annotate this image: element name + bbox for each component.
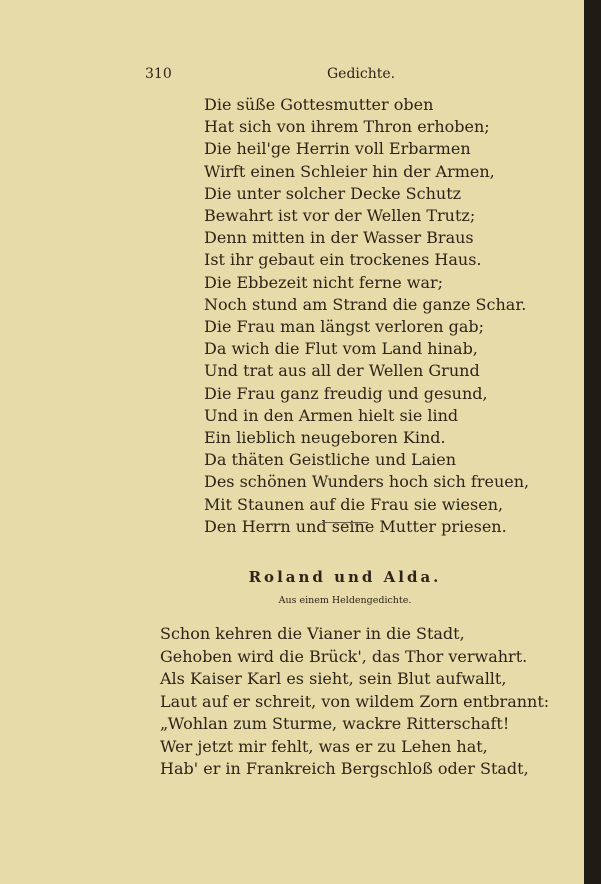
verse-line: Und in den Armen hielt sie lind	[204, 405, 459, 425]
verse-line: Da thäten Geistliche und Laien	[204, 450, 457, 470]
verse-line: Gehoben wird die Brück', das Thor verwahrt.	[160, 646, 528, 666]
verse-line: Die heil'ge Herrin voll Erbarmen	[204, 139, 471, 159]
verse-line: Die unter solcher Decke Schutz	[204, 183, 462, 203]
verse-line: Ist ihr gebaut ein trockenes Haus.	[204, 250, 482, 270]
verse-line: Denn mitten in der Wasser Braus	[204, 228, 474, 248]
section-divider	[322, 522, 368, 523]
verse-line: Die Frau ganz freudig und gesund,	[204, 383, 488, 403]
verse-line: Noch stund am Strand die ganze Schar.	[204, 294, 527, 314]
running-title: Gedichte.	[327, 66, 396, 82]
poem-stanza	[160, 623, 549, 781]
poem-title: Roland und Alda.	[248, 568, 442, 586]
verse-line: Bewahrt ist vor der Wellen Trutz;	[204, 206, 476, 226]
verse-line: Wer jetzt mir fehlt, was er zu Lehen hat,	[160, 736, 488, 756]
verse-line: Mit Staunen auf die Frau sie wiesen,	[204, 494, 504, 514]
verse-line: Als Kaiser Karl es sieht, sein Blut aufwallt,	[160, 669, 507, 688]
verse-line: Des schönen Wunders hoch sich freuen,	[204, 472, 530, 492]
poem-subtitle: Aus einem Heldengedichte.	[278, 595, 412, 606]
verse-line: Wirft einen Schleier hin der Armen,	[204, 161, 495, 181]
verse-line: Da wich die Flut vom Land hinab,	[204, 339, 478, 359]
verse-line: Schon kehren die Vianer in die Stadt,	[160, 624, 465, 643]
verse-line: Die süße Gottesmutter oben	[204, 95, 434, 114]
running-header	[0, 66, 584, 86]
page-number: 310	[145, 66, 172, 82]
verse-line: Hab' er in Frankreich Bergschloß oder Stadt,	[160, 759, 529, 778]
verse-line: „Wohlan zum Sturme, wackre Ritterschaft!	[160, 714, 510, 733]
verse-line: Und trat aus all der Wellen Grund	[204, 361, 480, 381]
poem-stanza	[204, 94, 529, 538]
verse-line: Die Frau man längst verloren gab;	[204, 317, 485, 337]
verse-line: Hat sich von ihrem Thron erhoben;	[204, 117, 490, 137]
verse-line: Den Herrn und seine Mutter priesen.	[204, 516, 507, 536]
verse-line: Die Ebbezeit nicht ferne war;	[204, 272, 444, 292]
verse-line: Ein lieblich neugeboren Kind.	[204, 428, 446, 448]
verse-line: Laut auf er schreit, von wildem Zorn entbrannt:	[160, 691, 550, 711]
